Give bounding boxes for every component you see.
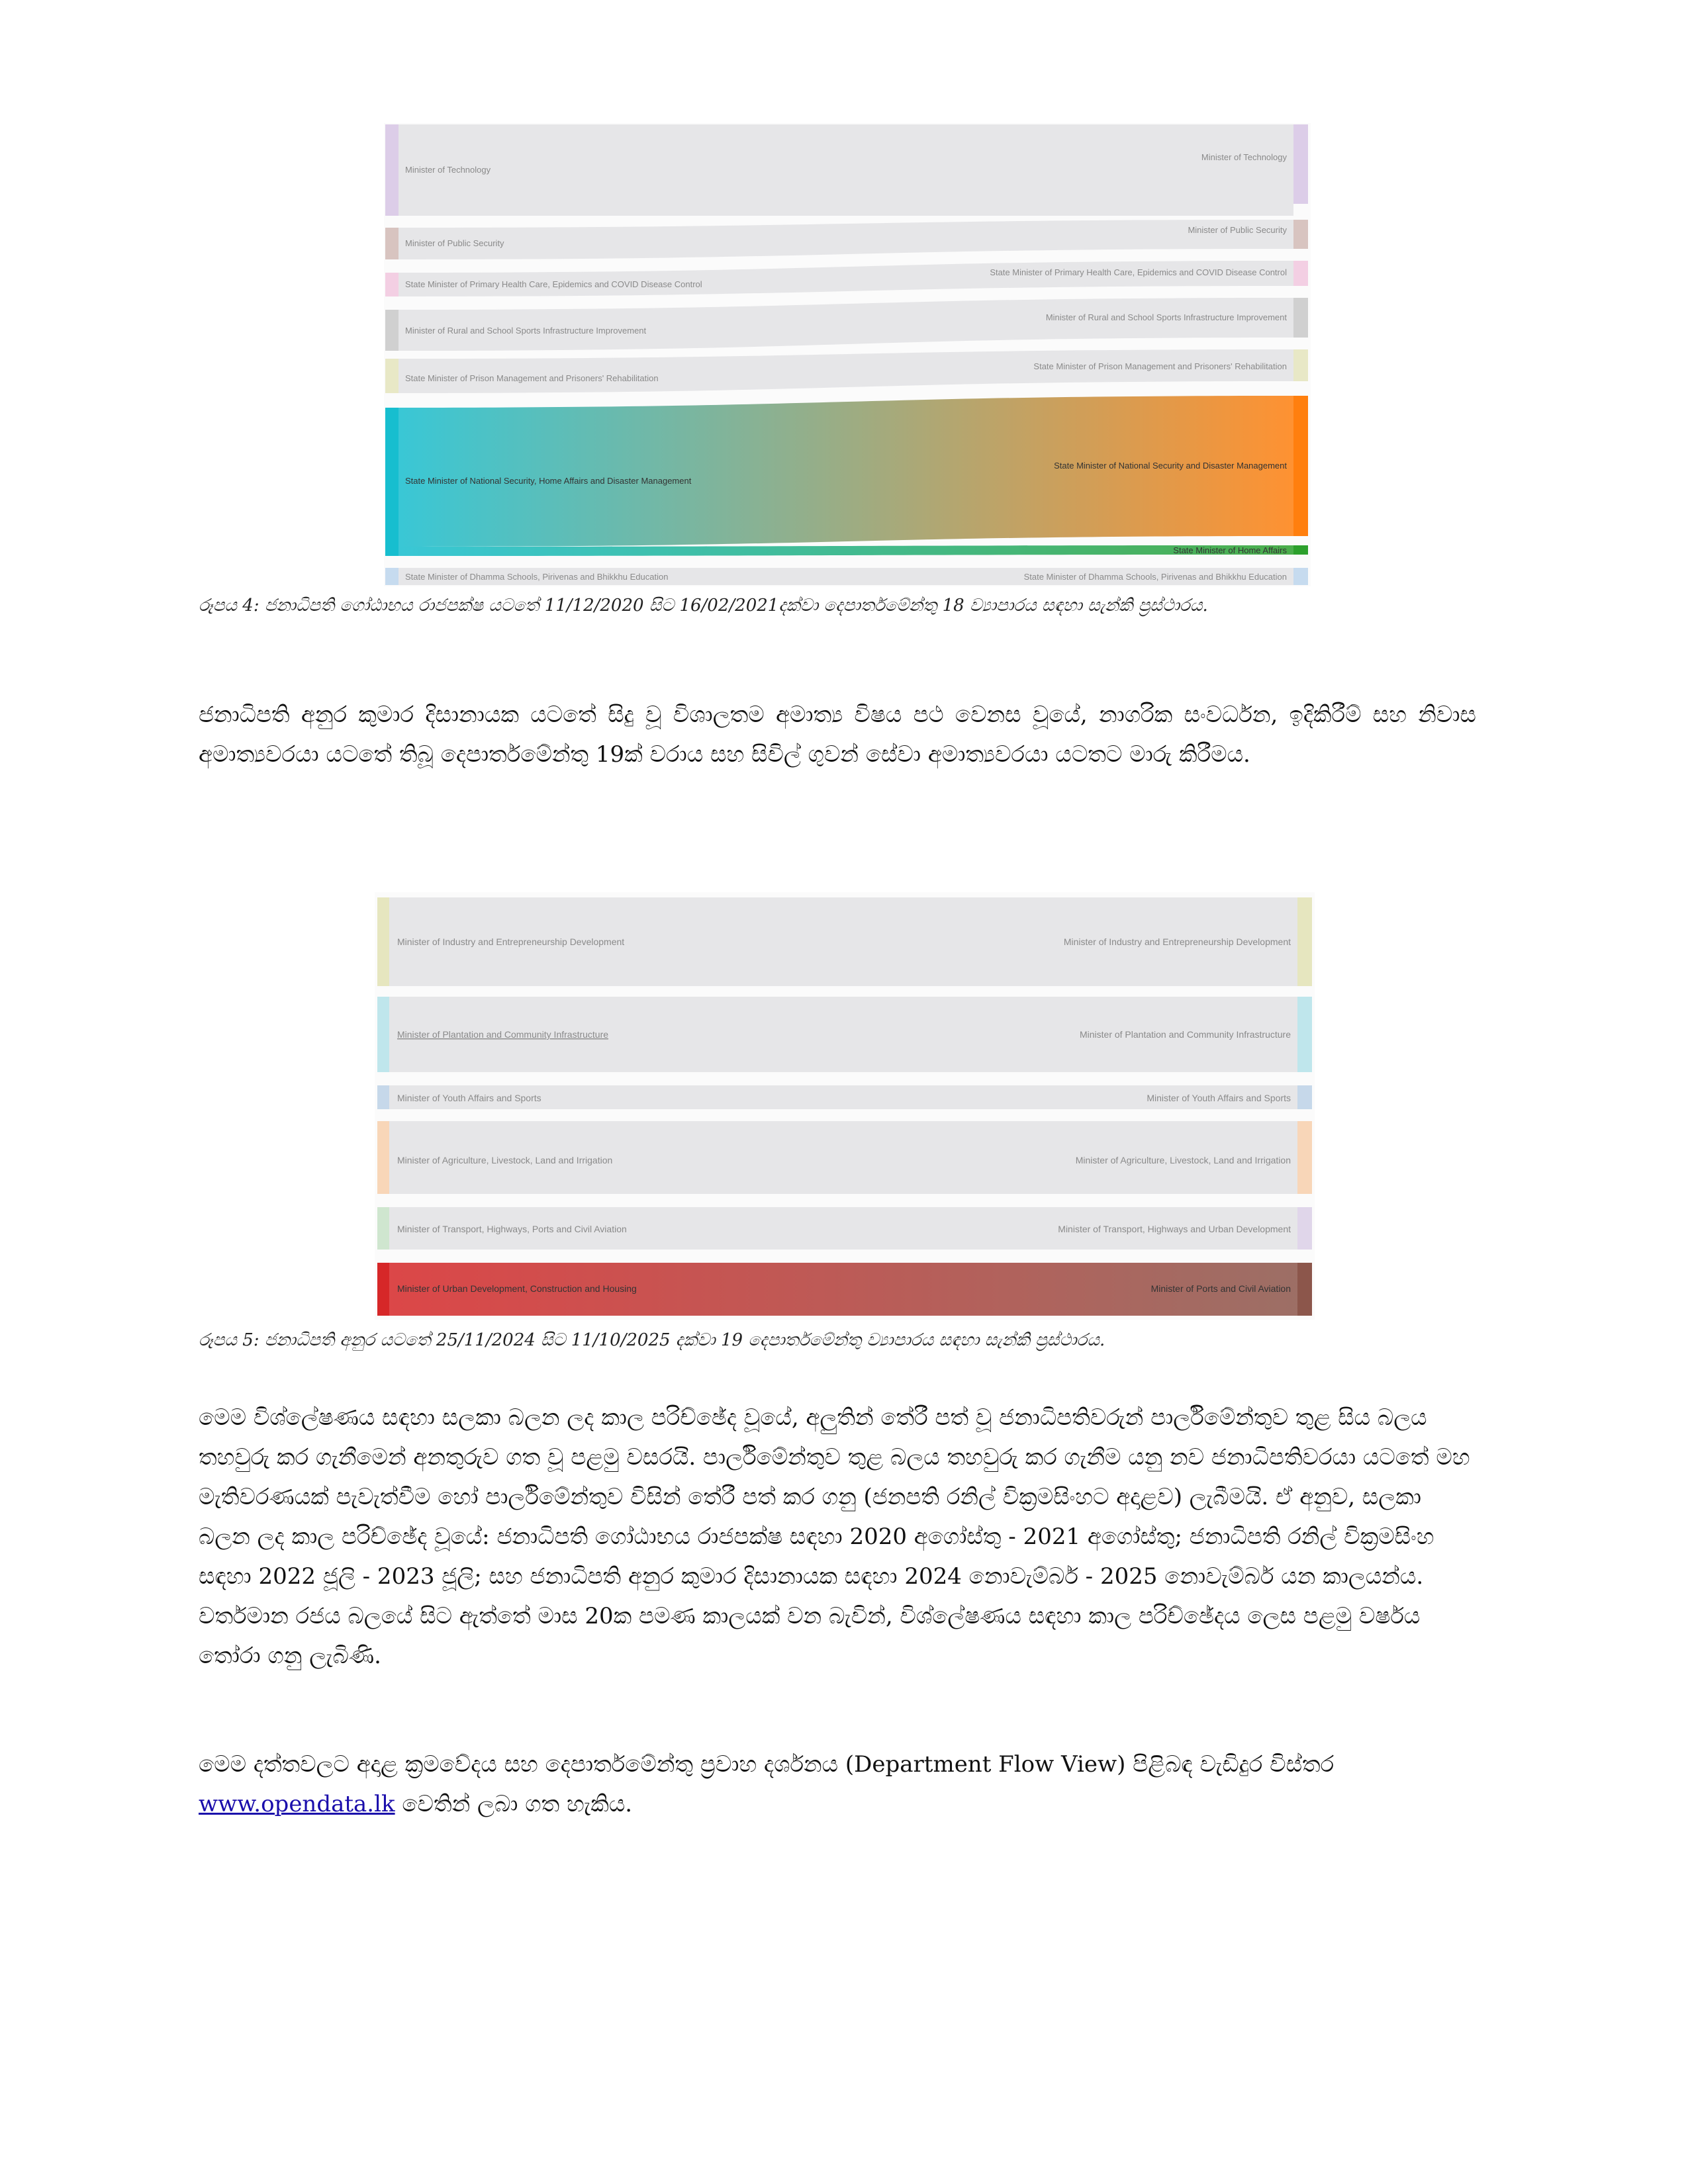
paragraph-3 bbox=[199, 1745, 1476, 1824]
paragraph-3-text-after: වෙතින් ලබා ගත හැකිය. bbox=[395, 1791, 633, 1817]
node-left-plantation[interactable] bbox=[377, 997, 389, 1072]
label-left-urban-development: Minister of Urban Development, Construction and Housing bbox=[397, 1283, 637, 1294]
node-right-transport[interactable] bbox=[1297, 1207, 1312, 1250]
node-right-urban-development[interactable] bbox=[1297, 1263, 1312, 1316]
label-left-agriculture: Minister of Agriculture, Livestock, Land and Irrigation bbox=[397, 1155, 613, 1165]
node-left-national-security[interactable] bbox=[385, 408, 399, 556]
node-right-dhamma-schools[interactable] bbox=[1293, 568, 1308, 585]
flow-home-affairs[interactable] bbox=[399, 545, 1293, 556]
flow-public-security[interactable] bbox=[399, 220, 1293, 259]
sankey-figure-5 bbox=[375, 892, 1315, 1320]
label-left-dhamma-schools: State Minister of Dhamma Schools, Pirivenas and Bhikkhu Education bbox=[405, 572, 669, 582]
paragraph-3-text-before: මෙම දත්තවලට අදාළ ක්‍රමවේදය සහ දෙපාර්තමේන්තු ප්‍රවාහ දර්ශනය (Department Flow View) පිළිබඳ වැඩිදුර විස්තර bbox=[199, 1751, 1335, 1778]
label-left-transport: Minister of Transport, Highways, Ports and Civil Aviation bbox=[397, 1224, 627, 1234]
node-right-rural-sports[interactable] bbox=[1293, 298, 1308, 338]
node-right-agriculture[interactable] bbox=[1297, 1121, 1312, 1194]
label-right-transport: Minister of Transport, Highways and Urban Development bbox=[1058, 1224, 1291, 1234]
label-left-industry: Minister of Industry and Entrepreneurship Development bbox=[397, 936, 625, 947]
node-left-agriculture[interactable] bbox=[377, 1121, 389, 1194]
label-right-plantation: Minister of Plantation and Community Infrastructure bbox=[1079, 1029, 1291, 1040]
sankey-figure-4 bbox=[384, 123, 1311, 586]
node-left-youth-sports[interactable] bbox=[377, 1085, 389, 1109]
node-right-public-security[interactable] bbox=[1293, 220, 1308, 249]
label-right-urban-development: Minister of Ports and Civil Aviation bbox=[1150, 1283, 1291, 1294]
flow-prison[interactable] bbox=[399, 349, 1293, 393]
label-left-youth-sports: Minister of Youth Affairs and Sports bbox=[397, 1093, 541, 1103]
label-right-prison: State Minister of Prison Management and Prisoners' Rehabilitation bbox=[1033, 361, 1287, 371]
figure-5-caption: රූපය 5: ජනාධිපති අනුර යටතේ 25/11/2024 සිට 11/10/2025 දක්වා 19 දෙපාර්තමේන්තු ව්‍යාපාරය සඳහා සැන්කි ප්‍රස්ථාරය. bbox=[199, 1330, 1105, 1350]
node-right-youth-sports[interactable] bbox=[1297, 1085, 1312, 1109]
label-left-technology: Minister of Technology bbox=[405, 165, 491, 175]
flow-rural-sports[interactable] bbox=[399, 298, 1293, 351]
flow-primary-health[interactable] bbox=[399, 261, 1293, 296]
node-right-industry[interactable] bbox=[1297, 897, 1312, 986]
node-right-home-affairs[interactable] bbox=[1293, 545, 1308, 555]
node-left-primary-health[interactable] bbox=[385, 273, 399, 296]
opendata-link[interactable]: www.opendata.lk bbox=[199, 1791, 395, 1817]
node-left-dhamma-schools[interactable] bbox=[385, 568, 399, 585]
node-left-urban-development[interactable] bbox=[377, 1263, 389, 1316]
label-right-national-security: State Minister of National Security and Disaster Management bbox=[1054, 461, 1287, 471]
label-right-agriculture: Minister of Agriculture, Livestock, Land and Irrigation bbox=[1075, 1155, 1291, 1165]
label-left-national-security: State Minister of National Security, Home Affairs and Disaster Management bbox=[405, 476, 692, 486]
node-right-plantation[interactable] bbox=[1297, 997, 1312, 1072]
node-left-technology[interactable] bbox=[385, 124, 399, 216]
node-left-public-security[interactable] bbox=[385, 228, 399, 259]
label-right-primary-health: State Minister of Primary Health Care, Epidemics and COVID Disease Control bbox=[990, 267, 1287, 277]
node-right-primary-health[interactable] bbox=[1293, 261, 1308, 286]
label-right-home-affairs: State Minister of Home Affairs bbox=[1173, 545, 1287, 555]
label-right-industry: Minister of Industry and Entrepreneurship Development bbox=[1063, 936, 1291, 947]
node-right-national-security[interactable] bbox=[1293, 396, 1308, 536]
label-right-technology: Minister of Technology bbox=[1201, 152, 1287, 162]
label-left-rural-sports: Minister of Rural and School Sports Infrastructure Improvement bbox=[405, 326, 647, 336]
label-left-prison: State Minister of Prison Management and Prisoners' Rehabilitation bbox=[405, 373, 659, 383]
figure-4-caption: රූපය 4: ජනාධිපති ගෝඨාභය රාජපක්ෂ යටතේ 11/12/2020 සිට 16/02/2021දක්වා දෙපාර්තමේන්තු 18 ව්‍යාපාරය සඳහා සැන්කි ප්‍රස්ථාරය. bbox=[199, 596, 1208, 615]
flow-technology[interactable] bbox=[399, 124, 1293, 216]
node-left-industry[interactable] bbox=[377, 897, 389, 986]
label-right-youth-sports: Minister of Youth Affairs and Sports bbox=[1147, 1093, 1291, 1103]
label-left-public-security: Minister of Public Security bbox=[405, 238, 504, 248]
paragraph-1: ජනාධිපති අනුර කුමාර දිසානායක යටතේ සිදු වූ විශාලතම අමාත්‍ය විෂය පථ වෙනස වූයේ, නාගරික සංවර්ධන, ඉදිකිරීම් සහ නිවාස අමාත්‍යවරයා යටතේ තිබූ දෙපාර්තමේන්තු 19ක් වරාය සහ සිවිල් ගුවන් සේවා අමාත්‍යවරයා යටතට මාරු කිරීමය. bbox=[199, 702, 1476, 768]
node-left-rural-sports[interactable] bbox=[385, 310, 399, 351]
label-right-public-security: Minister of Public Security bbox=[1188, 225, 1287, 235]
label-right-rural-sports: Minister of Rural and School Sports Infrastructure Improvement bbox=[1045, 312, 1287, 322]
paragraph-2: මෙම විශ්ලේෂණය සඳහා සලකා බලන ලද කාල පරිච්ඡේද වූයේ, අලුතින් තේරී පත් වූ ජනාධිපතිවරුන් පාර්ලිමේන්තුව තුළ සිය බලය තහවුරු කර ගැනීමෙන් අනතුරුව ගත වූ පළමු වසරයි. පාර්ලිමේන්තුව තුළ බලය තහවුරු කර ගැනීම යනු නව ජනාධිපතිවරයා යටතේ මහ මැතිවරණයක් පැවැත්වීම හෝ පාර්ලිමේන්තුව විසින් තේරී පත් කර ගනු (ජනපති රනිල් වික්‍රමසිංහට අදාළව) ලැබීමයි. ඒ අනුව, සලකා බලන ලද කාල පරිච්ඡේද වූයේ: ජනාධිපති ගෝඨාභය රාජපක්ෂ සඳහා 2020 අගෝස්තු - 2021 අගෝස්තු; ජනාධිපති රනිල් වික්‍රමසිංහ සඳහා 2022 ජූලි - 2023 ජූලි; සහ ජනාධිපති අනුර කුමාර දිසානායක සඳහා 2024 නොවැම්බර් - 2025 නොවැම්බර් යන කාලයන්ය. වර්තමාන රජය බලයේ සිට ඇත්තේ මාස 20ක පමණ කාලයක් වන බැවින්, විශ්ලේෂණය සඳහා කාල පරිච්ඡේදය ලෙස පළමු වර්ෂය තෝරා ගනු ලැබිණි. bbox=[199, 1404, 1470, 1669]
node-left-prison[interactable] bbox=[385, 359, 399, 393]
label-right-dhamma-schools: State Minister of Dhamma Schools, Pirivenas and Bhikkhu Education bbox=[1023, 572, 1287, 582]
node-right-prison[interactable] bbox=[1293, 349, 1308, 381]
flow-national-security[interactable] bbox=[399, 396, 1293, 547]
sankey-chart-4 bbox=[384, 123, 1311, 586]
label-left-plantation: Minister of Plantation and Community Infrastructure bbox=[397, 1029, 609, 1040]
node-right-technology[interactable] bbox=[1293, 124, 1308, 204]
sankey-chart-5 bbox=[375, 892, 1315, 1320]
node-left-transport[interactable] bbox=[377, 1207, 389, 1250]
label-left-primary-health: State Minister of Primary Health Care, Epidemics and COVID Disease Control bbox=[405, 279, 702, 289]
